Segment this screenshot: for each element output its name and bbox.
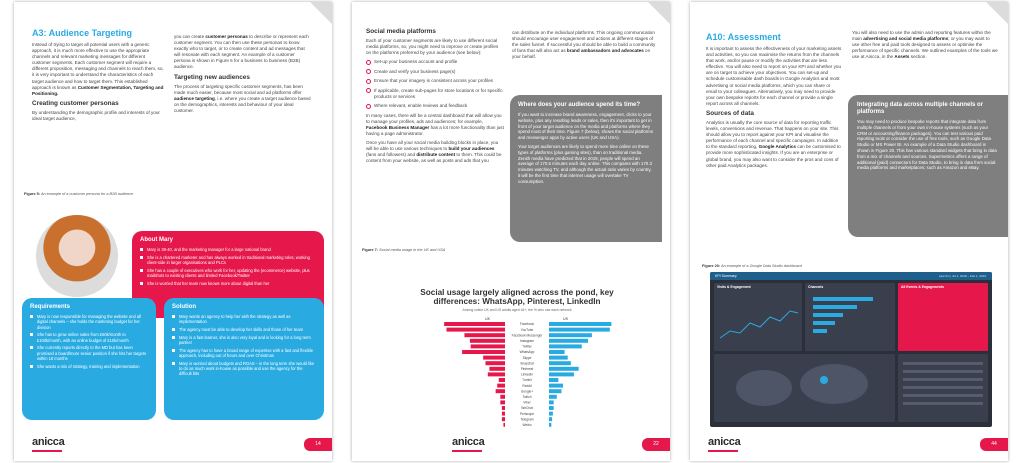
right-column [852,30,998,63]
category-label: Skype [522,355,532,360]
category-label: WhatsApp [519,350,535,355]
bar-us [549,322,611,326]
paragraph: By understanding the demographic profile and interests of your ideal target audience, [32,109,160,121]
bar-us [549,423,551,427]
paragraph: can distribute on the individual platforms. This ongoing communication should encourage user engagement and actions at different stages of the sales funnel. If successful you should be able to build a community of fans that will also act as brand ambassadors and advocates on your behalf. [512,30,656,60]
list-item: Where relevant, enable reviews and feedback [366,103,504,109]
mary-list [140,247,316,286]
bar-uk [502,406,505,410]
bar-uk [499,378,505,382]
list-item: Mary is 38-40, and the marketing manager for a large national brand [140,247,316,252]
bar-uk [486,361,506,365]
table-rows [898,354,988,422]
bar-us [549,412,553,416]
bar-uk [488,372,505,376]
bar-us [549,389,561,393]
page-number: 22 [642,438,670,451]
bar-us [549,339,588,343]
bar-us [549,406,554,410]
bar-us [549,372,574,376]
integrating-data-box [848,95,1008,237]
paragraph: Your target audiences are likely to spend more time online on these types of platforms (plus gaming sites), than on traditional media. Zenith media have predicted that in 2019, people will spend an average of 170.6 minutes each day online. This compares with 170.3 minutes watching TV, and although the actual ratio varies by country, it will be the first time that internet usage will overtake TV consumption. [518,143,652,184]
list-item: Ensure that your imagery is consistent across your profiles [366,78,504,84]
dashboard-title: KPI Summary [715,273,737,278]
solution-list [172,314,316,377]
requirements-list [30,314,148,369]
bar-uk [464,333,505,337]
category-label: Snapchat [520,361,534,366]
bar-us [549,378,558,382]
bar-uk [502,417,505,421]
document-page-14 [14,2,332,461]
category-label: YouTube [520,327,534,332]
bar-us [549,350,565,354]
paragraph: It is important to assess the effectiveness of your marketing assets and activities, so you can maximise the returns from the channels that work, and/or pause or modify the activities that are less effective. You will also need to report on your KPI and whether you are on target to achieve your objectives. You can set-up and schedule customisable dash boards in Google Analytics and most advertising or social media platforms, which you can share or email to your colleagues. Alternatively, you may need to provide your own bespoke reports for each channel or provide a single report across all channels. [706,46,842,106]
box-title: Integrating data across multiple channels or platforms [857,102,984,115]
bar-uk [500,395,505,399]
box-title: About Mary [140,237,173,243]
category-label: Facebook Messenger [511,333,543,338]
left-column [32,28,164,125]
bar-uk [497,384,505,388]
list-item: Mary is a fast learner, she is also very loyal and is looking for a long term partner [172,335,316,346]
page-number: 44 [980,438,1008,451]
list-item: The agency has to have a broad range of expertise with a fast and flexible approach, including out of hours and over Christmas [172,348,316,359]
bar-uk [483,356,505,360]
date-range: Last 6m | Jul 1, 2018 – Feb 1, 2019 [938,273,986,278]
bar-us [549,417,552,421]
list-item: Mary is worried about budgets and ROAS – in the long term she would like to do as much work in-house as possible and use the agency for the difficult bits [172,361,316,377]
bar-us [549,367,579,371]
list-item: Create and verify your business page(s) [366,69,504,75]
solution-box [164,298,324,420]
list-item: She is a chartered marketer and has always worked in traditional marketing roles, working client-side in larger organisations and PLCs [140,255,316,266]
visits-panel [714,283,802,351]
chart-title: Social usage largely aligned across the pond, key differences: WhatsApp, Pinterest, LinkedIn [420,288,614,307]
bar-us [549,395,557,399]
list-item: She is worried that her team now knows more about digital than her [140,281,316,286]
anicca-logo: anicca [708,436,741,448]
bar-us [549,356,568,360]
category-label: Instagram [519,339,535,343]
list-item: She has to grow online sales from £50k/month to £100k/month, with an online budget of £10k/month [30,332,148,343]
category-label: Periscope [519,411,535,416]
bar-us [549,328,610,332]
bar-uk [462,350,505,354]
page-fold [986,2,1008,24]
paragraph: In many cases, there will be a central dashboard that will allow you to manage your profiles, ads and audiences; for example, Facebook Business Manager has a lot more functionality than just having a page administrator. [366,112,504,137]
paragraph: you can create customer personas to describe or represent each customer segment. You can then use these personas to know exactly who to target, or to create content and ad messages that will resonate with each segment. An example of a customer persona is shown in Figure 5 for a business to business (B2B) audience. [174,34,309,70]
paragraph: If you want to increase brand awareness, engagement, clicks to your website, plus any resulting leads or sales, then it's important to get in front of your target audience on the media and platforms where they spend most of their time. Figure 7 (below), shows the social platforms and messenger apps by active users (UK and USA). [518,112,653,141]
list-item: Mary wants an agency to help her with the strategy as well as implementation [172,314,316,325]
paragraph: Once you have all your social media building blocks in place, you will be able to use various techniques to build your audiences (fans and followers) and distribute content to them. This could be content from your website, as well as posts and ads that you [366,140,502,164]
channels-panel [805,283,895,351]
bar-us [549,361,571,365]
anicca-logo: anicca [32,436,65,448]
figure-caption: Figure 20: An example of a Google Data Studio dashboard [702,264,802,268]
category-label: Google+ [520,389,534,394]
box-title: Where does your audience spend its time? [518,102,641,108]
logo-underline [32,450,62,452]
world-map-icon [714,354,895,422]
paragraph: Instead of trying to target all potential users with a generic approach, it is much more effective to use the appropriate channels and relevant marketing messages for different customer segments. Each customer segment will require a different proposition, messaging and channels to reach them, so, it is very important to understand the characteristics of each target audience and how to target them. This established approach is known as Customer Segmentation, Targeting and Positioning. [32,42,164,96]
category-label: Weibo [522,423,532,427]
steps-list [366,59,504,109]
series-name-uk: UK [485,317,490,321]
map-panel [714,354,895,422]
paragraph: Each of your customer segments are likely to use different social media platforms, so, you might need to improve or create profiles on the platforms preferred by your audience (see below): [366,38,499,56]
social-usage-chart [422,316,632,428]
category-label: Telegram [520,417,534,422]
bar-uk [489,367,505,371]
subheading: Targeting new audiences [174,73,250,81]
logo-underline [708,450,738,452]
page-fold [648,2,670,24]
right-column [512,30,658,63]
category-label: Twitter [522,344,532,349]
list-item: The agency must be able to develop her skills and those of her team [172,327,316,332]
paragraph: You may need to produce bespoke reports that integrate data from multiple channels or from your own in-house systems (such as your CRM or accounting/finance packages). You can test various paid reporting tools or consider the use of free tools, such as Google Data Studio or MS Power BI. An example of a Data Studio dashboard is shown in Figure 20. This has various standard widgets that bring in data from a mix of channels and sources. Supermetrics offers a range of additional (paid) connectors for Data Studio, to bring in data from social media platforms and marketplaces; such as Amazon and eBay. [857,119,997,171]
section-heading: A3: Audience Targeting [32,28,133,38]
paragraph: You will also need to use the admin and reporting features within the main advertising and social media platforms; or you may want to use other free and paid tools designed to assess or optimise the performance of specific channels. We outlined examples of the tools we use at Anicca, in the Assets section. [852,30,998,60]
bar-uk [471,344,505,348]
channels-bars [805,283,895,351]
figure-caption: Figure 5: An example of a customer persona for a B2B audience [24,192,134,196]
page-number: 14 [304,438,332,451]
bar-uk [500,400,505,404]
list-item: Set-up your business account and profile [366,59,504,65]
bar-uk [447,328,506,332]
subheading: Creating customer personas [32,99,119,107]
anicca-logo: anicca [452,436,485,448]
bar-us [549,333,592,337]
dashboard-header [710,272,992,280]
left-column [706,32,842,172]
requirements-box [22,298,156,420]
bar-uk [503,423,505,427]
bar-uk [502,412,505,416]
document-page-44 [690,2,1008,461]
chart-subtitle: Among online UK and US adults aged 16+, the % who use each network [462,308,572,312]
panel-title: Channels [808,285,824,289]
right-column [174,34,312,117]
category-label: Facebook [520,322,534,327]
category-label: Reddit [522,383,532,388]
subheading: Sources of data [706,109,754,117]
bar-us [549,344,582,348]
box-title: Solution [172,304,196,310]
bar-us [549,400,554,404]
category-label: Pinterest [520,367,534,371]
bar-uk [470,339,505,343]
list-item: She currently reports directly to the MD but has been promised a board/more senior position if she hits her targets within 18 months [30,345,148,361]
logo-underline [452,450,482,452]
paragraph: The process of targeting specific customer segments, has been made much easier, because most social and ad platforms offer audience targeting, i.e. where you create a target audience based on the demographics, interests and behaviour of your ideal customer. [174,83,311,113]
data-studio-dashboard [710,272,992,427]
section-heading: A10: Assessment [706,32,781,42]
box-title: Requirements [30,304,71,310]
page-fold [310,2,332,24]
category-label: Twitch [522,395,532,399]
left-column [366,28,504,168]
bar-uk [444,322,505,326]
table-panel [898,354,988,422]
document-page-22 [352,2,670,461]
paragraph: Analytics is usually the core source of data for reporting traffic levels, conversions and revenue. That happens on your site. This should allow you to report against your KPI and visualise the performance of each channel and specific campaigns. In addition to the standard reporting, Google Analytics can be customised to provide more sophisticated insights. If you are an enterprise or global brand, you may also want to consider the pros and cons of other paid Analytics packages. [706,119,841,168]
category-label: Tumblr [522,378,532,383]
visits-sparkline [714,283,802,351]
list-item: She has a couple of executives who work for her, updating the (ecommerce) website, plus mailshots to existing clients and limited Facebook/Twitter [140,268,316,279]
bar-uk [496,389,505,393]
bar-us [549,384,563,388]
series-name-us: US [563,317,568,321]
audience-time-box [510,95,662,242]
panel-title: All Events & Engagements [901,285,944,289]
persona-photo [34,213,120,299]
figure-caption: Figure 7: Social media usage in the UK and USA [362,248,446,252]
panel-title: Visits & Engagement [717,285,751,289]
category-label: Viber [523,400,531,405]
subheading: Social media platforms [366,28,436,35]
list-item: If applicable, create sub-pages for store locations or for specific products or services [366,88,504,100]
category-label: LinkedIn [520,372,534,377]
events-panel [898,283,988,351]
category-label: WeChat [521,406,533,411]
list-item: She wants a mix of strategy, training and implementation [30,364,148,369]
list-item: Mary is now responsible for managing the website and all digital channels – she holds the marketing budget for her division [30,314,148,330]
